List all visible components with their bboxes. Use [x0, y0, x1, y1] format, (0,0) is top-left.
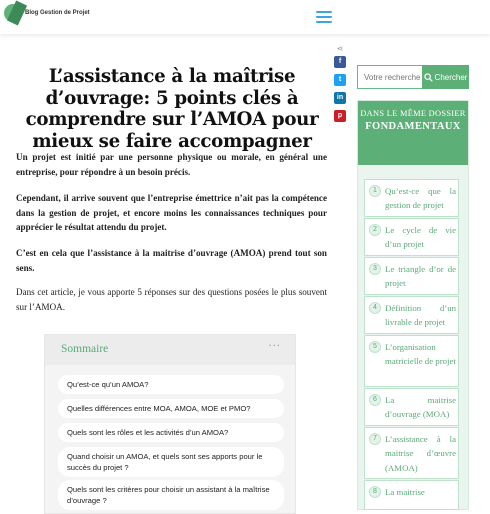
dossier-item-number: 3: [369, 263, 381, 275]
dossier-item-number: 7: [369, 433, 381, 445]
dossier-item-label: Qu’est-ce que la gestion de projet: [385, 186, 456, 211]
dossier-item[interactable]: [364, 335, 459, 387]
top-bar: [0, 0, 490, 34]
dossier-heading: DANS LE MÊME DOSSIER: [360, 109, 466, 118]
search-input[interactable]: [357, 65, 423, 89]
toc-item[interactable]: Quand choisir un AMOA, et quels sont ses apports pour le succès du projet ?: [58, 447, 284, 477]
twitter-share-button[interactable]: t: [334, 74, 346, 86]
dossier-item-number: 2: [369, 224, 381, 236]
share-icon: ⋖: [336, 44, 344, 53]
dossier-item[interactable]: [364, 427, 459, 479]
dossier-item-number: 5: [369, 341, 381, 353]
article-paragraph: Cependant, il arrive souvent que l’entreprise émettrice n’ait pas la compétence dans la gestion de projet, et encore moins les connaissances techniques pour apprécier le résultat attendu du projet.: [16, 193, 327, 233]
dossier-item-number: 1: [369, 185, 381, 197]
menu-icon[interactable]: [316, 11, 332, 23]
dossier-item[interactable]: [364, 388, 459, 426]
article-paragraph: C’est en cela que l’assistance à la maitrise d’ouvrage (AMOA) prend tout son sens.: [16, 248, 327, 273]
dossier-item-number: 4: [369, 302, 381, 314]
dossier-name: FONDAMENTAUX: [365, 121, 461, 132]
search-button-label: Chercher: [434, 72, 468, 82]
dossier-item-number: 6: [369, 394, 381, 406]
dossier-item-label: Le triangle d’or de projet: [385, 264, 456, 289]
dossier-header: [358, 101, 468, 165]
toc-item[interactable]: Qu’est-ce qu’un AMOA?: [58, 375, 284, 394]
dossier-item-number: 8: [369, 486, 381, 498]
dossier-item-label: Définition d’un livrable de projet: [385, 303, 456, 328]
article-paragraph: Un projet est initié par une personne physique ou morale, en général une entreprise, pour répondre à un besoin précis.: [16, 152, 327, 177]
dossier-item[interactable]: [364, 218, 459, 256]
dossier-item[interactable]: [364, 480, 459, 510]
toc-header: [45, 335, 295, 365]
dossier-item-label: L’organisation matricielle de projet: [385, 342, 456, 367]
page-title: L’assistance à la maîtrise d’ouvrage: 5 points clés à comprendre sur l’AMOA pour mieux se faire accompagner: [25, 66, 319, 152]
dossier-item[interactable]: [364, 296, 459, 334]
logo-icon: [4, 4, 22, 22]
pinterest-share-button[interactable]: p: [334, 110, 346, 122]
search-icon: [424, 73, 433, 82]
dossier-item-label: Le cycle de vie d’un projet: [385, 225, 456, 250]
article-paragraph: Dans cet article, je vous apporte 5 réponses sur des questions posées le plus souvent sur l’AMOA.: [16, 287, 327, 312]
dossier-item-label: La maitrise d’ouvrage (MOA): [385, 395, 456, 420]
dossier-item[interactable]: [364, 179, 459, 217]
linkedin-share-button[interactable]: in: [334, 92, 346, 104]
toc-menu-icon[interactable]: ···: [268, 341, 281, 352]
toc-item[interactable]: Quels sont les rôles et les activités d’un AMOA?: [58, 423, 284, 442]
facebook-share-button[interactable]: f: [334, 56, 346, 68]
dossier-item-label: L’assistance à la maitrise d’œuvre (AMOA): [385, 434, 456, 473]
search-button[interactable]: [422, 65, 469, 89]
toc-item[interactable]: Quelles différences entre MOA, AMOA, MOE et PMO?: [58, 399, 284, 418]
share-bar: [333, 44, 347, 128]
toc-item[interactable]: Quels sont les critères pour choisir un assistant à la maîtrise d’ouvrage ?: [58, 480, 284, 510]
toc-title: Sommaire: [61, 343, 109, 355]
table-of-contents: [44, 334, 296, 514]
logo-text: Blog Gestion de Projet: [25, 10, 90, 16]
site-logo[interactable]: [4, 4, 90, 22]
dossier-item[interactable]: [364, 257, 459, 295]
dossier-item-label: La maitrise: [385, 487, 425, 497]
